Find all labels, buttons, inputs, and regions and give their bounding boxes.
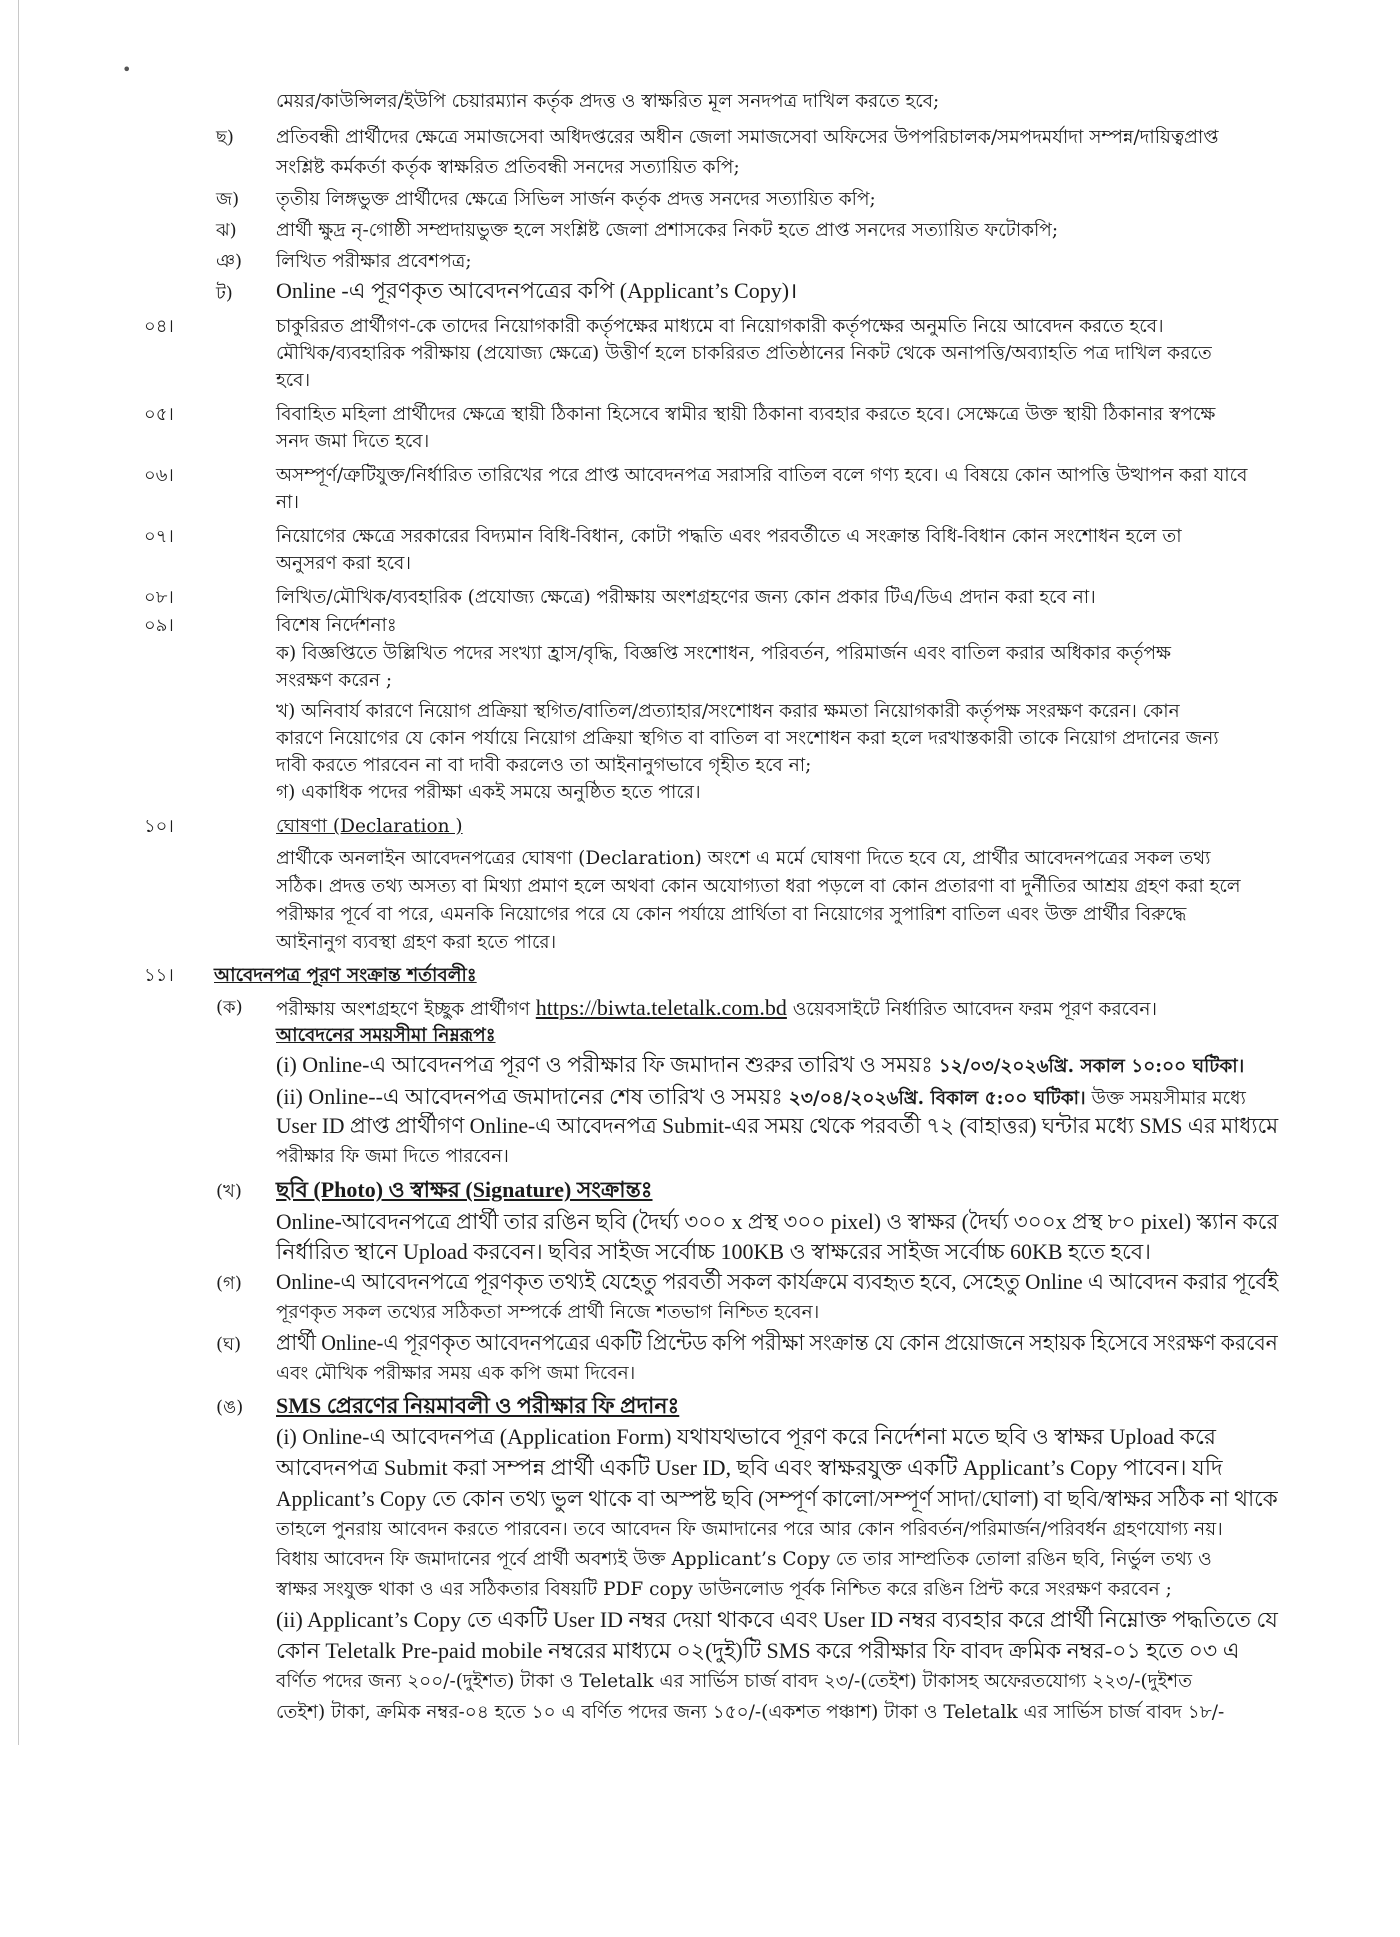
end-date-post: উক্ত সময়সীমার মধ্যে bbox=[1091, 1088, 1246, 1109]
umo-text-line: আবেদনপত্র Submit করা সম্পন্ন প্রার্থী একটি User ID, ছবি এবং স্বাক্ষরযুক্ত একটি Applicant’s Copy পাবেন। যদি bbox=[276, 1455, 1223, 1480]
umo-text-line: (ii) Applicant’s Copy তে একটি User ID নম্বর দেয়া থাকবে এবং User ID নম্বর ব্যবহার করে প্রার্থী নিম্নোক্ত পদ্ধতিতে যে bbox=[276, 1607, 1278, 1632]
item-text-line: সংশ্লিষ্ট কর্মকর্তা কর্তৃক স্বাক্ষরিত প্রতিবন্ধী সনদের সত্যায়িত কপি; bbox=[276, 157, 740, 178]
end-date-label: (ii) Online--এ আবেদনপত্র জমাদানের শেষ তারিখ ও সময়ঃ bbox=[276, 1084, 783, 1109]
ka-line-ii bbox=[276, 1083, 1246, 1112]
clause-text-line: সনদ জমা দিতে হবে। bbox=[276, 431, 430, 452]
declaration-heading: ঘোষণা (Declaration ) bbox=[276, 816, 463, 837]
photo-signature-heading: ছবি (Photo) ও স্বাক্ষর (Signature) সংক্রান্তঃ bbox=[276, 1177, 653, 1202]
clause-text-line: খ) অনিবার্য কারণে নিয়োগ প্রক্রিয়া স্থগিত/বাতিল/প্রত্যাহার/সংশোধন করার ক্ষমতা নিয়োগকারী কর্তৃপক্ষ সংরক্ষণ করেন। কোন bbox=[276, 701, 1180, 722]
item-text-line: Online -এ পূরণকৃত আবেদনপত্রের কপি (Applicant’s Copy)। bbox=[276, 278, 798, 303]
clause-text-line: গ) একাধিক পদের পরীক্ষা একই সময়ে অনুষ্ঠিত হতে পারে। bbox=[276, 782, 701, 803]
clause-text-line: হবে। bbox=[276, 370, 311, 391]
item-marker: ট) bbox=[216, 283, 233, 304]
clause-number: ০৬। bbox=[144, 465, 174, 486]
clause-text-line: দাবী করতে পারবেন না বা দাবী করলেও তা আইনানুগভাবে গৃহীত হবে না; bbox=[276, 755, 812, 776]
clause-text-line: অসম্পূর্ণ/ত্রুটিযুক্ত/নির্ধারিত তারিখের পরে প্রাপ্ত আবেদনপত্র সরাসরি বাতিল বলে গণ্য হবে। এ বিষয়ে কোন আপত্তি উত্থাপন করা যাবে bbox=[276, 465, 1248, 486]
item-marker: ছ) bbox=[216, 127, 234, 148]
start-date-label: (i) Online-এ আবেদনপত্র পূরণ ও পরীক্ষার ফি জমাদান শুরুর তারিখ ও সময়ঃ bbox=[276, 1052, 933, 1077]
item-text-line: মেয়র/কাউন্সিলর/ইউপি চেয়ারম্যান কর্তৃক প্রদত্ত ও স্বাক্ষরিত মূল সনদপত্র দাখিল করতে হবে; bbox=[276, 91, 940, 112]
item-text-line: লিখিত পরীক্ষার প্রবেশপত্র; bbox=[276, 251, 472, 272]
ga-text-line: Online-এ আবেদনপত্রে পূরণকৃত তথ্যই যেহেতু পরবর্তী সকল কার্যক্রমে ব্যবহৃত হবে, সেহেতু Online এ আবেদন করার পূর্বেই bbox=[276, 1269, 1279, 1294]
clause-number: ১১। bbox=[144, 965, 174, 986]
ka-line-i bbox=[276, 1051, 1244, 1080]
clause-text-line: লিখিত/মৌখিক/ব্যবহারিক (প্রযোজ্য ক্ষেত্রে) পরীক্ষায় অংশগ্রহণের জন্য কোন প্রকার টিএ/ডিএ প্রদান করা হবে না। bbox=[276, 587, 1096, 608]
sms-heading: SMS প্রেরণের নিয়মাবলী ও পরীক্ষার ফি প্রদানঃ bbox=[276, 1393, 680, 1418]
clause-number: ১০। bbox=[144, 816, 174, 837]
website-link[interactable]: https://biwta.teletalk.com.bd bbox=[535, 995, 787, 1020]
sub-marker: (ঘ) bbox=[216, 1334, 242, 1355]
clause-text-line: সঠিক। প্রদত্ত তথ্য অসত্য বা মিথ্যা প্রমাণ হলে অথবা কোন অযোগ্যতা ধরা পড়লে বা কোন প্রতারণা বা দুর্নীতির আশ্রয় গ্রহণ করা হলে bbox=[276, 876, 1241, 897]
clause-text-line: না। bbox=[276, 492, 300, 513]
item-marker: জ) bbox=[216, 189, 240, 210]
item-text-line: তৃতীয় লিঙ্গভুক্ত প্রার্থীদের ক্ষেত্রে সিভিল সার্জন কর্তৃক প্রদত্ত সনদের সত্যায়িত কপি; bbox=[276, 189, 876, 210]
item-marker: ঝ) bbox=[216, 220, 237, 241]
umo-text-line: বিধায় আবেদন ফি জমাদানের পূর্বে প্রার্থী অবশ্যই উক্ত Applicant’s Copy তে তার সাম্প্রতিক তোলা রঙিন ছবি, নির্ভুল তথ্য ও bbox=[276, 1549, 1212, 1570]
umo-text-line: তাহলে পুনরায় আবেদন করতে পারবেন। তবে আবেদন ফি জমাদানের পরে আর কোন পরিবর্তন/পরিমার্জন/পরিবর্ধন গ্রহণযোগ্য নয়। bbox=[276, 1519, 1223, 1540]
ga-text-line: পূরণকৃত সকল তথ্যের সঠিকতা সম্পর্কে প্রার্থী নিজে শতভাগ নিশ্চিত হবেন। bbox=[276, 1302, 820, 1323]
umo-text-line: কোন Teletalk Pre-paid mobile নম্বরের মাধ্যমে ০২(দুই)টি SMS করে পরীক্ষার ফি বাবদ ক্রমিক নম্বর-০১ হতে ০৩ এ bbox=[276, 1638, 1240, 1663]
clause-text-line: মৌখিক/ব্যবহারিক পরীক্ষায় (প্রযোজ্য ক্ষেত্রে) উত্তীর্ণ হলে চাকরিরত প্রতিষ্ঠানের নিকট থেকে অনাপত্তি/অব্যাহতি পত্র দাখিল করতে bbox=[276, 343, 1212, 364]
clause-number: ০৫। bbox=[144, 404, 174, 425]
clause-text-line: সংরক্ষণ করেন ; bbox=[276, 670, 393, 691]
kha-text-line: Online-আবেদনপত্রে প্রার্থী তার রঙিন ছবি (দৈর্ঘ্য ৩০০ x প্রস্থ ৩০০ pixel) ও স্বাক্ষর (দৈর্ঘ্য ৩০০x প্রস্থ ৮০ pixel) স্ক্যান করে bbox=[276, 1209, 1279, 1234]
kha-text-line: নির্ধারিত স্থানে Upload করবেন। ছবির সাইজ সর্বোচ্চ 100KB ও স্বাক্ষরের সাইজ সর্বোচ্চ 60KB হতে হবে। bbox=[276, 1239, 1152, 1264]
clause-text-line: বিবাহিত মহিলা প্রার্থীদের ক্ষেত্রে স্থায়ী ঠিকানা হিসেবে স্বামীর স্থায়ী ঠিকানা ব্যবহার করতে হবে। সেক্ষেত্রে উক্ত স্থায়ী ঠিকানার স্বপক্ষে bbox=[276, 404, 1216, 425]
scan-edge-rule bbox=[18, 0, 19, 1745]
sub-marker: (গ) bbox=[216, 1273, 242, 1294]
deadline-subheading: আবেদনের সময়সীমা নিম্নরূপঃ bbox=[276, 1025, 496, 1046]
gha-text-line: এবং মৌখিক পরীক্ষার সময় এক কপি জমা দিবেন। bbox=[276, 1363, 636, 1384]
start-date-value: ১২/০৩/২০২৬খ্রি. সকাল ১০:০০ ঘটিকা। bbox=[938, 1056, 1245, 1077]
end-date-value: ২৩/০৪/২০২৬খ্রি. বিকাল ৫:০০ ঘটিকা। bbox=[788, 1088, 1086, 1109]
clause-text-line: নিয়োগের ক্ষেত্রে সরকারের বিদ্যমান বিধি-বিধান, কোটা পদ্ধতি এবং পরবর্তীতে এ সংক্রান্ত বিধি-বিধান কোন সংশোধন হলে তা bbox=[276, 526, 1182, 547]
ka-text-post: ওয়েবসাইটে নির্ধারিত আবেদন ফরম পূরণ করবেন। bbox=[792, 999, 1158, 1020]
clause-text-line: ক) বিজ্ঞপ্তিতে উল্লিখিত পদের সংখ্যা হ্রাস/বৃদ্ধি, বিজ্ঞপ্তি সংশোধন, পরিবর্তন, পরিমার্জন এবং বাতিল করার অধিকার কর্তৃপক্ষ bbox=[276, 643, 1171, 664]
clause-number: ০৪। bbox=[144, 316, 174, 337]
clause-number: ০৮। bbox=[144, 587, 174, 608]
clause-text-line: কারণে নিয়োগের যে কোন পর্যায়ে নিয়োগ প্রক্রিয়া স্থগিত বা বাতিল বা সংশোধন করা হলে দরখাস্তকারী তাকে নিয়োগ প্রদানের জন্য bbox=[276, 728, 1219, 749]
clause-text-line: অনুসরণ করা হবে। bbox=[276, 553, 411, 574]
clause-number: ০৯। bbox=[144, 615, 174, 636]
clause-text-line: আইনানুগ ব্যবস্থা গ্রহণ করা হতে পারে। bbox=[276, 932, 557, 953]
gha-text-line: প্রার্থী Online-এ পূরণকৃত আবেদনপত্রের একটি প্রিন্টেড কপি পরীক্ষা সংক্রান্ত যে কোন প্রয়োজনে সহায়ক হিসেবে সংরক্ষণ করবেন bbox=[276, 1330, 1278, 1355]
umo-text-line: স্বাক্ষর সংযুক্ত থাকা ও এর সঠিকতার বিষয়টি PDF copy ডাউনলোড পূর্বক নিশ্চিত করে রঙিন প্রিন্ট করে সংরক্ষণ করবেন ; bbox=[276, 1579, 1172, 1600]
item-marker: ঞ) bbox=[216, 251, 243, 272]
umo-text-line: Applicant’s Copy তে কোন তথ্য ভুল থাকে বা অস্পষ্ট ছবি (সম্পূর্ণ কালো/সম্পূর্ণ সাদা/ঘোলা) বা ছবি/স্বাক্ষর সঠিক না থাকে bbox=[276, 1486, 1278, 1511]
ka-text-pre: পরীক্ষায় অংশগ্রহণে ইচ্ছুক প্রার্থীগণ bbox=[276, 999, 530, 1020]
clause-text-line: বিশেষ নির্দেশনাঃ bbox=[276, 615, 397, 636]
sub-marker: (খ) bbox=[216, 1181, 242, 1202]
item-text-line: প্রতিবন্ধী প্রার্থীদের ক্ষেত্রে সমাজসেবা অধিদপ্তরের অধীন জেলা সমাজসেবা অফিসের উপপরিচালক/সমপদমর্যাদা সম্পন্ন/দায়িত্বপ্রাপ্ত bbox=[276, 127, 1219, 148]
umo-text-line: তেইশ) টাকা, ক্রমিক নম্বর-০৪ হতে ১০ এ বর্ণিত পদের জন্য ১৫০/-(একশত পঞ্চাশ) টাকা ও Teletalk এর সার্ভিস চার্জ বাবদ ১৮/- bbox=[276, 1702, 1225, 1723]
ka-line-1 bbox=[276, 994, 1157, 1023]
clause-number: ০৭। bbox=[144, 526, 174, 547]
item-text-line: প্রার্থী ক্ষুদ্র নৃ-গোষ্ঠী সম্প্রদায়ভুক্ত হলে সংশ্লিষ্ট জেলা প্রশাসকের নিকট হতে প্রাপ্ত সনদের সত্যায়িত ফটোকপি; bbox=[276, 220, 1059, 241]
clause-text-line: চাকুরিরত প্রার্থীগণ-কে তাদের নিয়োগকারী কর্তৃপক্ষের মাধ্যমে বা নিয়োগকারী কর্তৃপক্ষের অনুমতি নিয়ে আবেদন করতে হবে। bbox=[276, 316, 1164, 337]
umo-text-line: বর্ণিত পদের জন্য ২০০/-(দুইশত) টাকা ও Teletalk এর সার্ভিস চার্জ বাবদ ২৩/-(তেইশ) টাকাসহ অফেরতযোগ্য ২২৩/-(দুইশত bbox=[276, 1671, 1192, 1692]
scan-speck: • bbox=[122, 60, 132, 79]
clause-text-line: পরীক্ষার পূর্বে বা পরে, এমনকি নিয়োগের পরে যে কোন পর্যায়ে প্রার্থিতা বা নিয়োগের সুপারিশ বাতিল এবং উক্ত প্রার্থীর বিরুদ্ধে bbox=[276, 904, 1187, 925]
section-title: আবেদনপত্র পূরণ সংক্রান্ত শর্তাবলীঃ bbox=[214, 965, 477, 986]
ka-text-line: User ID প্রাপ্ত প্রার্থীগণ Online-এ আবেদনপত্র Submit-এর সময় থেকে পরবর্তী ৭২ (বাহাত্তর) ঘন্টার মধ্যে SMS এর মাধ্যমে bbox=[276, 1113, 1279, 1138]
clause-text-line: প্রার্থীকে অনলাইন আবেদনপত্রের ঘোষণা (Declaration) অংশে এ মর্মে ঘোষণা দিতে হবে যে, প্রার্থীর আবেদনপত্রের সকল তথ্য bbox=[276, 848, 1211, 869]
sub-marker: (ঙ) bbox=[216, 1397, 244, 1418]
ka-text-line: পরীক্ষার ফি জমা দিতে পারবেন। bbox=[276, 1146, 509, 1167]
umo-text-line: (i) Online-এ আবেদনপত্র (Application Form) যথাযথভাবে পূরণ করে নির্দেশনা মতে ছবি ও স্বাক্ষর Upload করে bbox=[276, 1424, 1216, 1449]
sub-marker: (ক) bbox=[216, 997, 243, 1018]
